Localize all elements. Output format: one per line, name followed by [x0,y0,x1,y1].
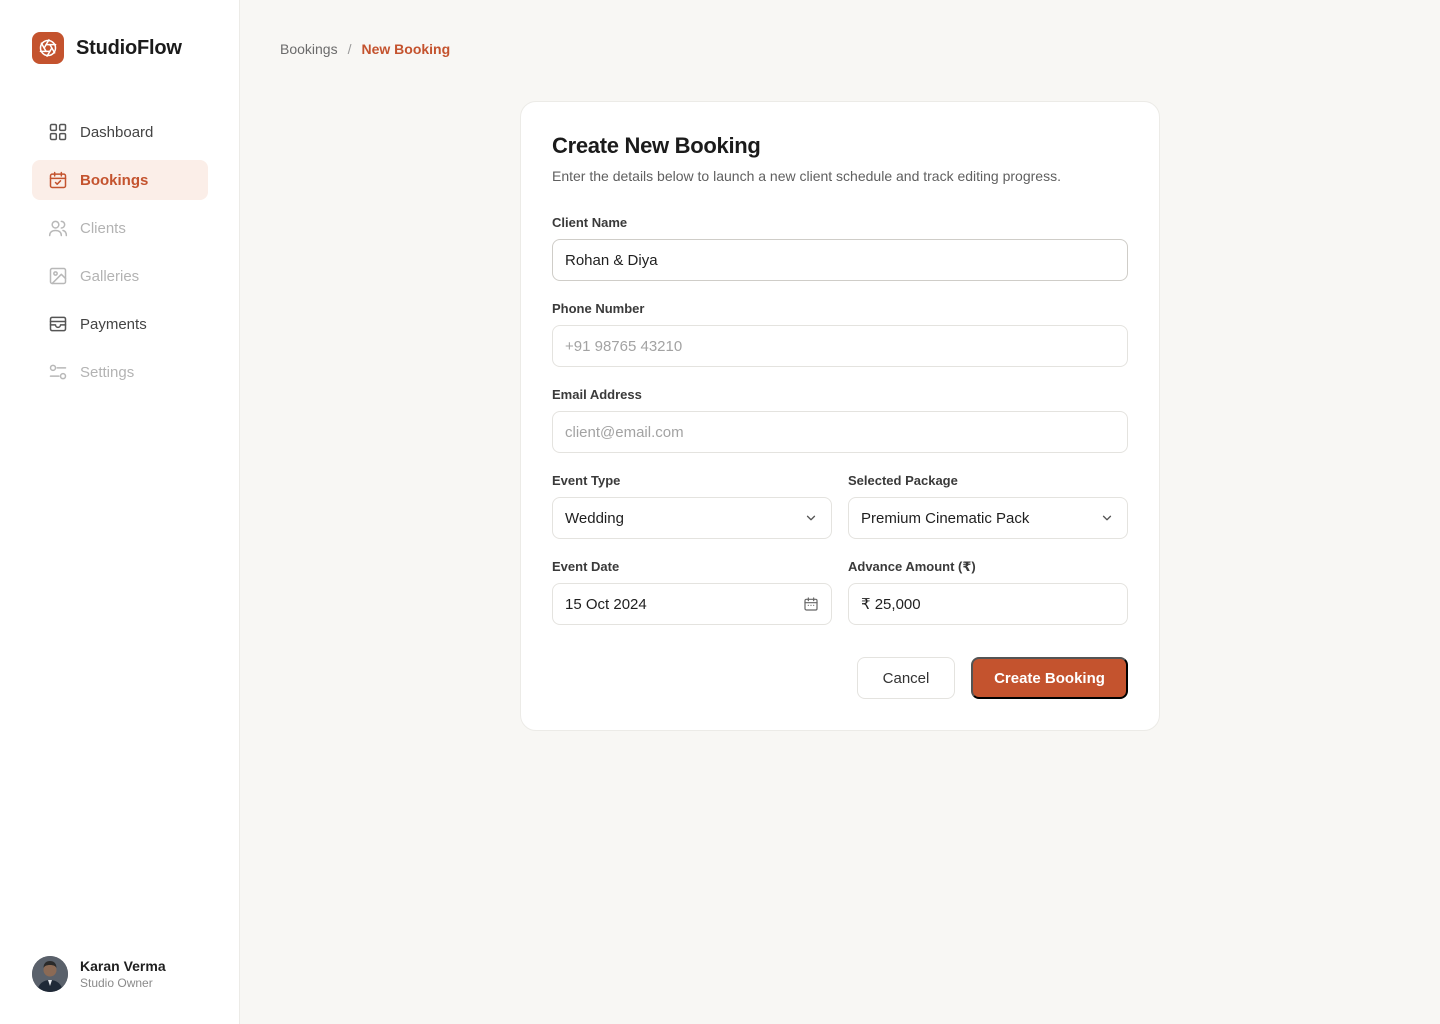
grid-icon [48,122,68,142]
brand-name: StudioFlow [76,36,182,59]
client-name-input[interactable] [552,239,1128,281]
email-input[interactable] [552,411,1128,453]
sidebar-item-label: Dashboard [80,123,154,141]
page-subtitle: Enter the details below to launch a new client schedule and track editing progress. [552,168,1061,184]
client-name-label: Client Name [552,215,628,230]
sidebar-item-label: Settings [80,363,135,381]
sidebar [0,0,240,1024]
user-name: Karan Verma [80,958,166,974]
avatar [32,956,68,992]
wallet-icon [48,314,68,334]
event-date-label: Event Date [552,559,620,574]
phone-placeholder: +91 98765 43210 [565,337,683,355]
package-select[interactable] [848,497,1128,539]
sidebar-item-dashboard[interactable] [32,112,208,152]
phone-input[interactable] [552,325,1128,367]
breadcrumb-separator: / [347,41,352,57]
sidebar-item-settings[interactable] [32,352,208,392]
breadcrumb-bookings[interactable]: Bookings [280,41,338,57]
user-profile[interactable] [32,956,166,992]
sidebar-item-galleries[interactable] [32,256,208,296]
advance-amount-input[interactable] [848,583,1128,625]
brand[interactable] [32,32,182,64]
sidebar-item-label: Clients [80,219,126,237]
sidebar-item-payments[interactable] [32,304,208,344]
sidebar-item-label: Payments [80,315,147,333]
user-role: Studio Owner [80,976,153,990]
breadcrumb-current: New Booking [361,41,451,57]
aperture-icon [32,32,64,64]
package-value: Premium Cinematic Pack [861,509,1030,527]
cancel-button[interactable]: Cancel [857,657,955,699]
event-type-select[interactable] [552,497,832,539]
sidebar-nav [32,112,208,400]
create-booking-button[interactable]: Create Booking [971,657,1128,699]
email-placeholder: client@email.com [565,423,684,441]
sidebar-item-clients[interactable] [32,208,208,248]
sidebar-item-bookings[interactable] [32,160,208,200]
event-date-value: 15 Oct 2024 [565,595,647,613]
sliders-icon [48,362,68,382]
page-title: Create New Booking [552,133,761,158]
advance-amount-label: Advance Amount (₹) [848,559,976,574]
sidebar-item-label: Galleries [80,267,140,285]
event-type-value: Wedding [565,509,624,527]
advance-amount-value: ₹ 25,000 [861,596,921,613]
calendar-icon[interactable] [803,596,819,612]
breadcrumb [280,40,450,58]
sidebar-item-label: Bookings [80,171,149,189]
event-date-input[interactable] [552,583,832,625]
package-label: Selected Package [848,473,958,488]
users-icon [48,218,68,238]
booking-form-card [520,101,1160,731]
email-label: Email Address [552,387,642,402]
phone-label: Phone Number [552,301,645,316]
image-icon [48,266,68,286]
client-name-value: Rohan & Diya [565,251,658,269]
chevron-down-icon [1099,510,1115,526]
chevron-down-icon [803,510,819,526]
calendar-check-icon [48,170,68,190]
event-type-label: Event Type [552,473,621,488]
